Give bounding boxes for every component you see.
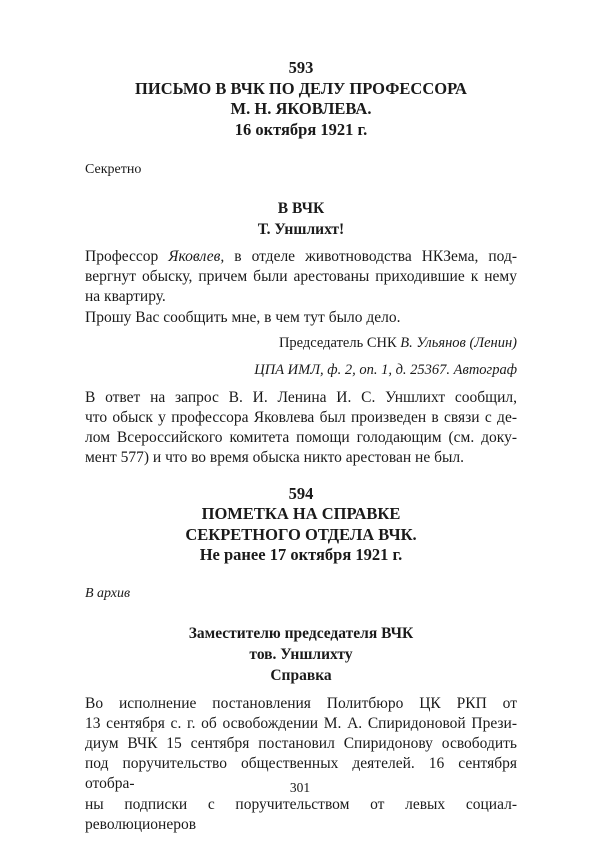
secrecy-stamp: Секретно <box>85 162 142 177</box>
para1-prefix: Профессор <box>85 248 169 265</box>
doc-593 <box>85 58 517 469</box>
doc-number: 594 <box>288 483 314 503</box>
letter-paragraph-2 <box>85 308 517 328</box>
doc-number: 593 <box>288 58 314 77</box>
addressee-line-3: Справка <box>270 666 332 684</box>
page-number: 301 <box>289 780 311 795</box>
letter-paragraph-1 <box>85 247 517 308</box>
signature <box>85 334 517 353</box>
body-line-5: ны подписки с поручительством от левых социал-революционеров <box>85 795 517 833</box>
note-line-3: лом Всероссийского комитета помощи голодающим (см. доку- <box>85 429 517 447</box>
body-line-3: диум ВЧК 15 сентября постановил Спиридонову освободить <box>85 735 517 753</box>
doc-date: Не ранее 17 октября 1921 г. <box>199 545 403 565</box>
note-line-4: мент 577) и что во время обыска никто арестован не был. <box>85 449 464 467</box>
addressee-line-1: В ВЧК <box>277 200 325 217</box>
doc-title-line-2: СЕКРЕТНОГО ОТДЕЛА ВЧК. <box>185 524 417 544</box>
note-line-1: В ответ на запрос В. И. Ленина И. С. Уншлихт сообщил, <box>85 388 517 406</box>
addressee-line-2: тов. Уншлихту <box>249 645 353 663</box>
document-page <box>85 58 517 835</box>
para1-line-3: на квартиру. <box>85 288 166 306</box>
addressee-line-2: Т. Уншлихт! <box>257 221 345 238</box>
note-line-2: что обыск у профессора Яковлева был произведен в связи с де- <box>85 409 517 427</box>
doc-date: 16 октября 1921 г. <box>234 119 368 139</box>
body-line-1: Во исполнение постановления Политбюро ЦК РКП от <box>85 694 517 712</box>
editorial-note <box>85 388 517 469</box>
signature-role: Председатель СНК <box>278 334 401 351</box>
archive-reference: ЦПА ИМЛ, ф. 2, оп. 1, д. 25367. Автограф <box>254 361 517 378</box>
signature-name: В. Ульянов (Ленин) <box>400 334 517 351</box>
body-line-4: под поручительство общественных деятелей. 16 сентября отобра- <box>85 755 517 793</box>
para1-line-1 <box>85 247 517 267</box>
archive-remark: В архив <box>85 585 131 601</box>
report-body <box>85 694 517 835</box>
addressee-line-1: Заместителю председателя ВЧК <box>188 624 414 642</box>
doc-title-line-1: ПИСЬМО В ВЧК ПО ДЕЛУ ПРОФЕССОРА <box>135 78 467 98</box>
para1-name: Яковлев, <box>168 248 225 265</box>
doc-title-line-2: М. Н. ЯКОВЛЕВА. <box>230 99 372 118</box>
para2-text: Прошу Вас сообщить мне, в чем тут было дело. <box>85 308 401 326</box>
para1-line-2: вергнут обыску, причем были арестованы приходившие к нему <box>85 268 517 286</box>
doc-title-line-1: ПОМЕТКА НА СПРАВКЕ <box>201 504 401 524</box>
para1-line-1-rest: в отделе животноводства НКЗема, под- <box>224 248 517 265</box>
body-line-2: 13 сентября с. г. об освобождении М. А. Спиридоновой Прези- <box>85 714 517 732</box>
